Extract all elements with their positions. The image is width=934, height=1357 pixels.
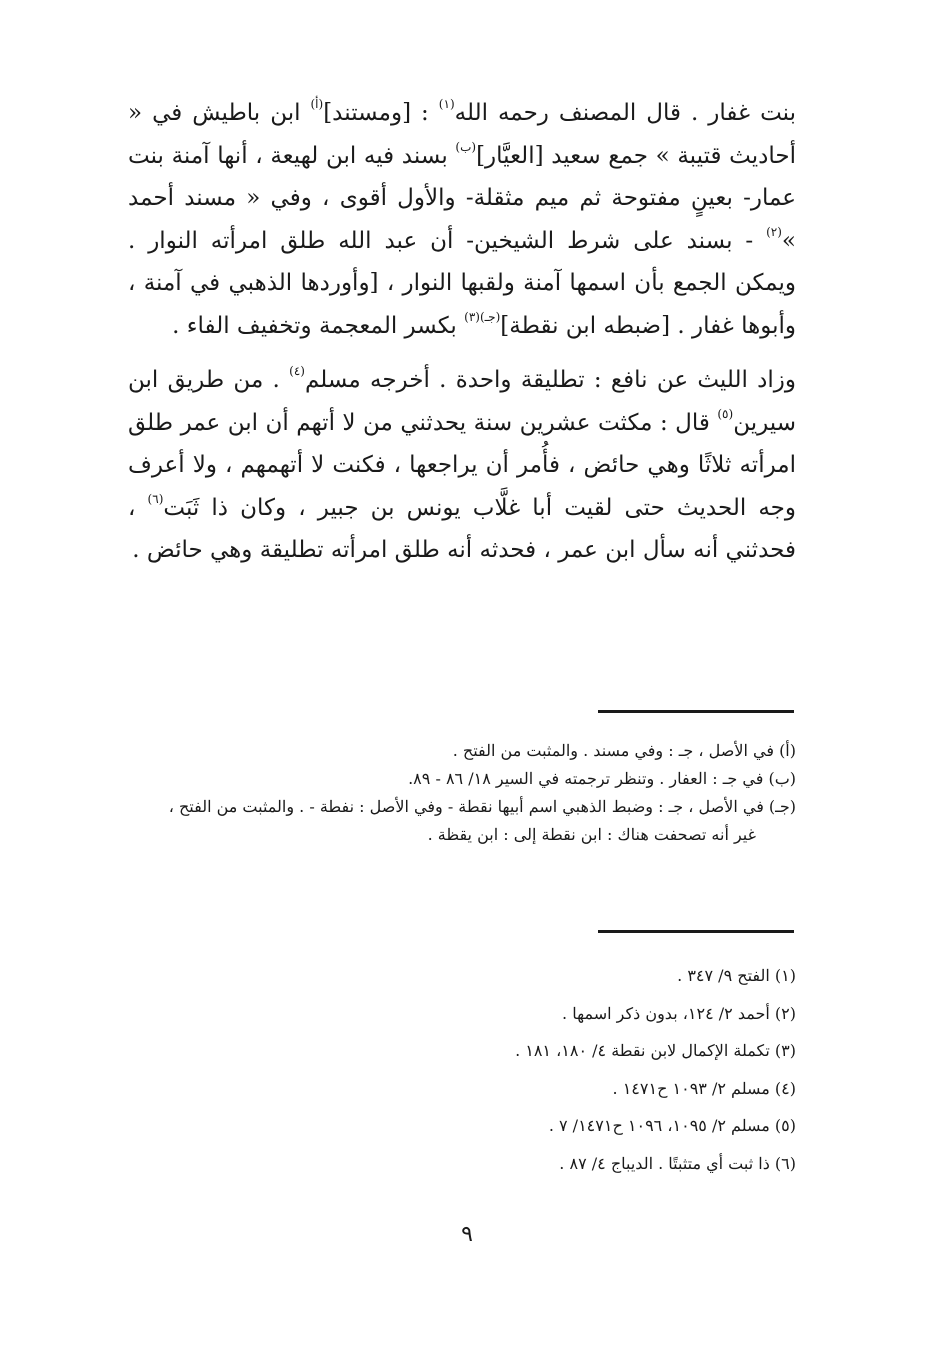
footnote-ref-2: (٢): [766, 224, 782, 239]
footnote-ref-1: (١): [438, 97, 455, 111]
footnote-ref-5: (٥): [717, 406, 734, 421]
footnote-ref-j3: (جـ)(٣): [464, 309, 501, 324]
variant-notes: [128, 737, 796, 849]
footnote-4: (٤) مسلم ٢/ ١٠٩٣ ح١٤٧١ .: [612, 1078, 796, 1098]
variant-note-j: (جـ) في الأصل ، جـ : وضبط الذهبي اسم أبيها نقطة - وفي الأصل : نفطة - . والمثبت من الفتح ،: [168, 797, 796, 816]
footnote-ref-a: (أ): [310, 97, 324, 111]
paragraph-1: [128, 92, 796, 347]
footnote-1: (١) الفتح ٩/ ٣٤٧ .: [677, 966, 796, 985]
paragraph-2: [128, 359, 796, 572]
text-run: - بسند على شرط الشيخين- أن عبد الله طلق امرأته النوار . ويمكن الجمع بأن اسمها آمنة ولقبها النوار ، [وأوردها الذهبي في آمنة ، وأبوها غفار . [ضبطه ابن نقطة]: [128, 227, 796, 339]
footnote-ref-4: (٤): [289, 364, 305, 378]
text-run: ابن باطيش في « أحاديث قتيبة » جمع سعيد [العيَّار]: [128, 100, 796, 169]
footnote-6: (٦) ذا ثبت أي متثبتًا . الديباج ٤/ ٨٧ .: [559, 1153, 796, 1173]
main-text: [128, 92, 796, 572]
footnote-5: (٥) مسلم ٢/ ١٠٩٥، ١٠٩٦ ح١٤٧١/ ٧ .: [548, 1116, 796, 1135]
footnote-3: (٣) تكملة الإكمال لابن نقطة ٤/ ١٨٠، ١٨١ .: [515, 1041, 796, 1060]
text-run: ، فحدثني أنه سأل ابن عمر ، فحدثه أنه طلق امرأته تطليقة وهي حائض .: [128, 494, 796, 563]
variant-note-a: (أ) في الأصل ، جـ : وفي مسند . والمثبت من الفتح .: [452, 741, 796, 760]
footnote-divider-bottom: [598, 930, 794, 933]
text-run: بنت غفار . قال المصنف رحمه الله: [454, 100, 797, 126]
footnote-2: (٢) أحمد ٢/ ١٢٤، بدون ذكر اسمها .: [562, 1003, 796, 1023]
variant-note-j-continued: غير أنه تصحفت هناك : ابن نقطة إلى : ابن يقظة .: [427, 825, 756, 844]
variant-note-b: (ب) في جـ : العفار . وتنظر ترجمته في السير ١٨/ ٨٦ - ٨٩.: [408, 769, 796, 788]
numbered-notes: [128, 957, 796, 1182]
text-run: . من طريق ابن سيرين: [128, 367, 796, 436]
page-number: ٩: [461, 1222, 473, 1247]
text-run: قال : مكثت عشرين سنة يحدثني من لا أتهم أن ابن عمر طلق امرأته ثلاثًا وهي حائض ، فأُمر أن يراجعها ، فكنت لا أتهمهم ، ولا أعرف وجه الحديث حتى لقيت أبا غلَّاب يونس بن جبير ، وكان ذا ثَبَت: [128, 409, 796, 521]
footnote-divider-top: [598, 710, 794, 713]
text-run: بسند فيه ابن لهيعة ، أنها آمنة بنت عمار- بعينٍ مفتوحة ثم ميم مثقلة- والأول أقوى ، وفي « مسند أحمد »: [128, 142, 796, 254]
text-run: وزاد الليث عن نافع : تطليقة واحدة . أخرجه مسلم: [304, 367, 796, 393]
text-run: : [ومستند]: [323, 100, 439, 126]
footnote-ref-b: (ب): [455, 139, 477, 154]
footnote-ref-6: (٦): [147, 491, 164, 506]
text-run: بكسر المعجمة وتخفيف الفاء .: [172, 312, 465, 339]
